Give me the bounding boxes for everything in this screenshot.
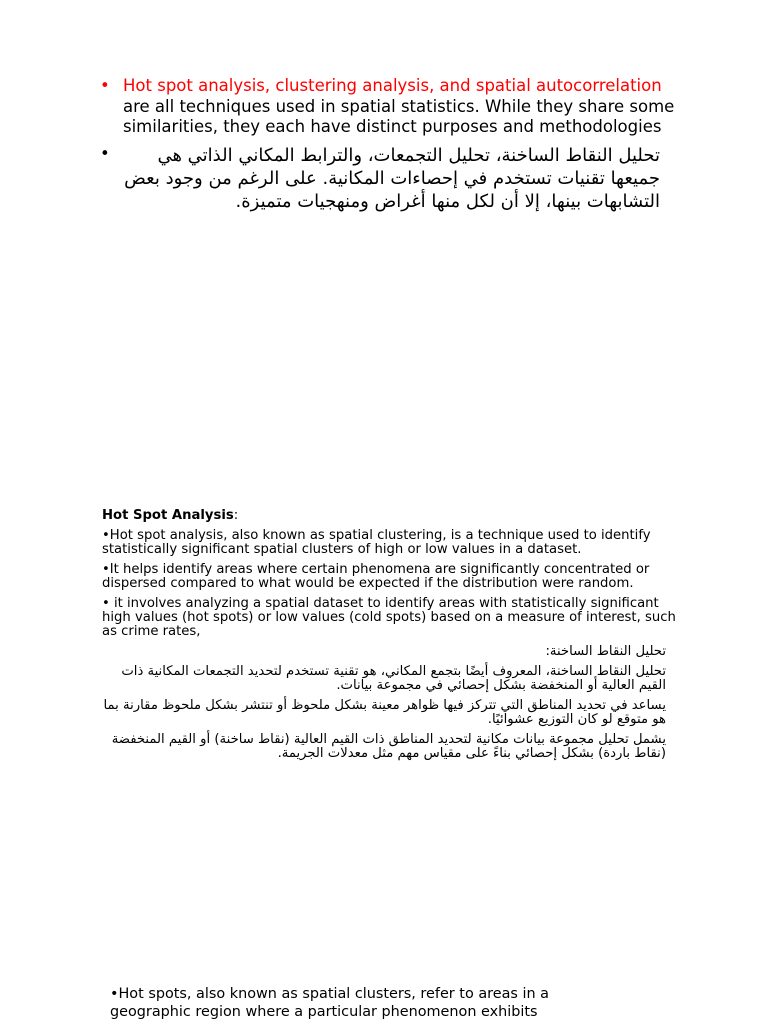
intro-bullet-arabic xyxy=(100,144,680,213)
arabic-paragraph-1: تحليل النقاط الساخنة، المعروف أيضًا بتجمع المكاني، هو تقنية تستخدم لتحديد التجمعات المكانية ذات القيم العالية أو المنخفضة بشكل إحصائي في مجموعة بيانات. xyxy=(121,664,666,693)
bullet-marker: • xyxy=(100,76,110,95)
arabic-section-heading: تحليل النقاط الساخنة: xyxy=(545,644,666,659)
highlighted-techniques-text: Hot spot analysis, clustering analysis, and spatial autocorrelation xyxy=(123,76,662,95)
section-heading xyxy=(102,509,682,523)
arabic-paragraph-3: يشمل تحليل مجموعة بيانات مكانية لتحديد المناطق ذات القيم العالية (نقاط ساخنة) أو القيم المنخفضة (نقاط باردة) بشكل إحصائي بناءً على مقياس مهم مثل معدلات الجريمة. xyxy=(111,732,666,761)
arabic-paragraph-2: يساعد في تحديد المناطق التي تتركز فيها ظواهر معينة بشكل ملحوظ أو تنتشر بشكل ملحوظ مقارنة بما هو متوقع لو كان التوزيع عشوائيًا. xyxy=(103,698,666,727)
intro-bullet-english xyxy=(100,76,680,138)
bullet-marker: • xyxy=(100,143,110,163)
hot-spots-definition: •Hot spots, also known as spatial clusters, refer to areas in a geographic region where a particular phenomenon exhibits xyxy=(110,986,549,1020)
bottom-paragraph xyxy=(110,986,580,1021)
section-heading-bold: Hot Spot Analysis xyxy=(102,508,234,523)
intro-bullet-list xyxy=(100,76,680,213)
hot-spot-section xyxy=(102,509,682,767)
section-paragraph-1: •Hot spot analysis, also known as spatial clustering, is a technique used to identify statistically significant spatial clusters of high or low values in a dataset. xyxy=(102,528,651,557)
intro-english-text: are all techniques used in spatial statistics. While they share some similarities, they each have distinct purposes and methodologies xyxy=(123,96,675,136)
section-heading-colon: : xyxy=(233,508,239,523)
intro-arabic-text: تحليل النقاط الساخنة، تحليل التجمعات، والترابط المكاني الذاتي هي جميعها تقنيات تستخدم في إحصاءات المكانية. على الرغم من وجود بعض التشابهات بينها، إلا أن لكل منها أغراض ومنهجيات متميزة. xyxy=(124,144,660,212)
section-paragraph-2: •It helps identify areas where certain phenomena are significantly concentrated or dispersed compared to what would be expected if the distribution were random. xyxy=(102,562,650,591)
section-paragraph-3: • it involves analyzing a spatial dataset to identify areas with statistically significant high values (hot spots) or low values (cold spots) based on a measure of interest, such as crime rates, xyxy=(102,596,676,639)
